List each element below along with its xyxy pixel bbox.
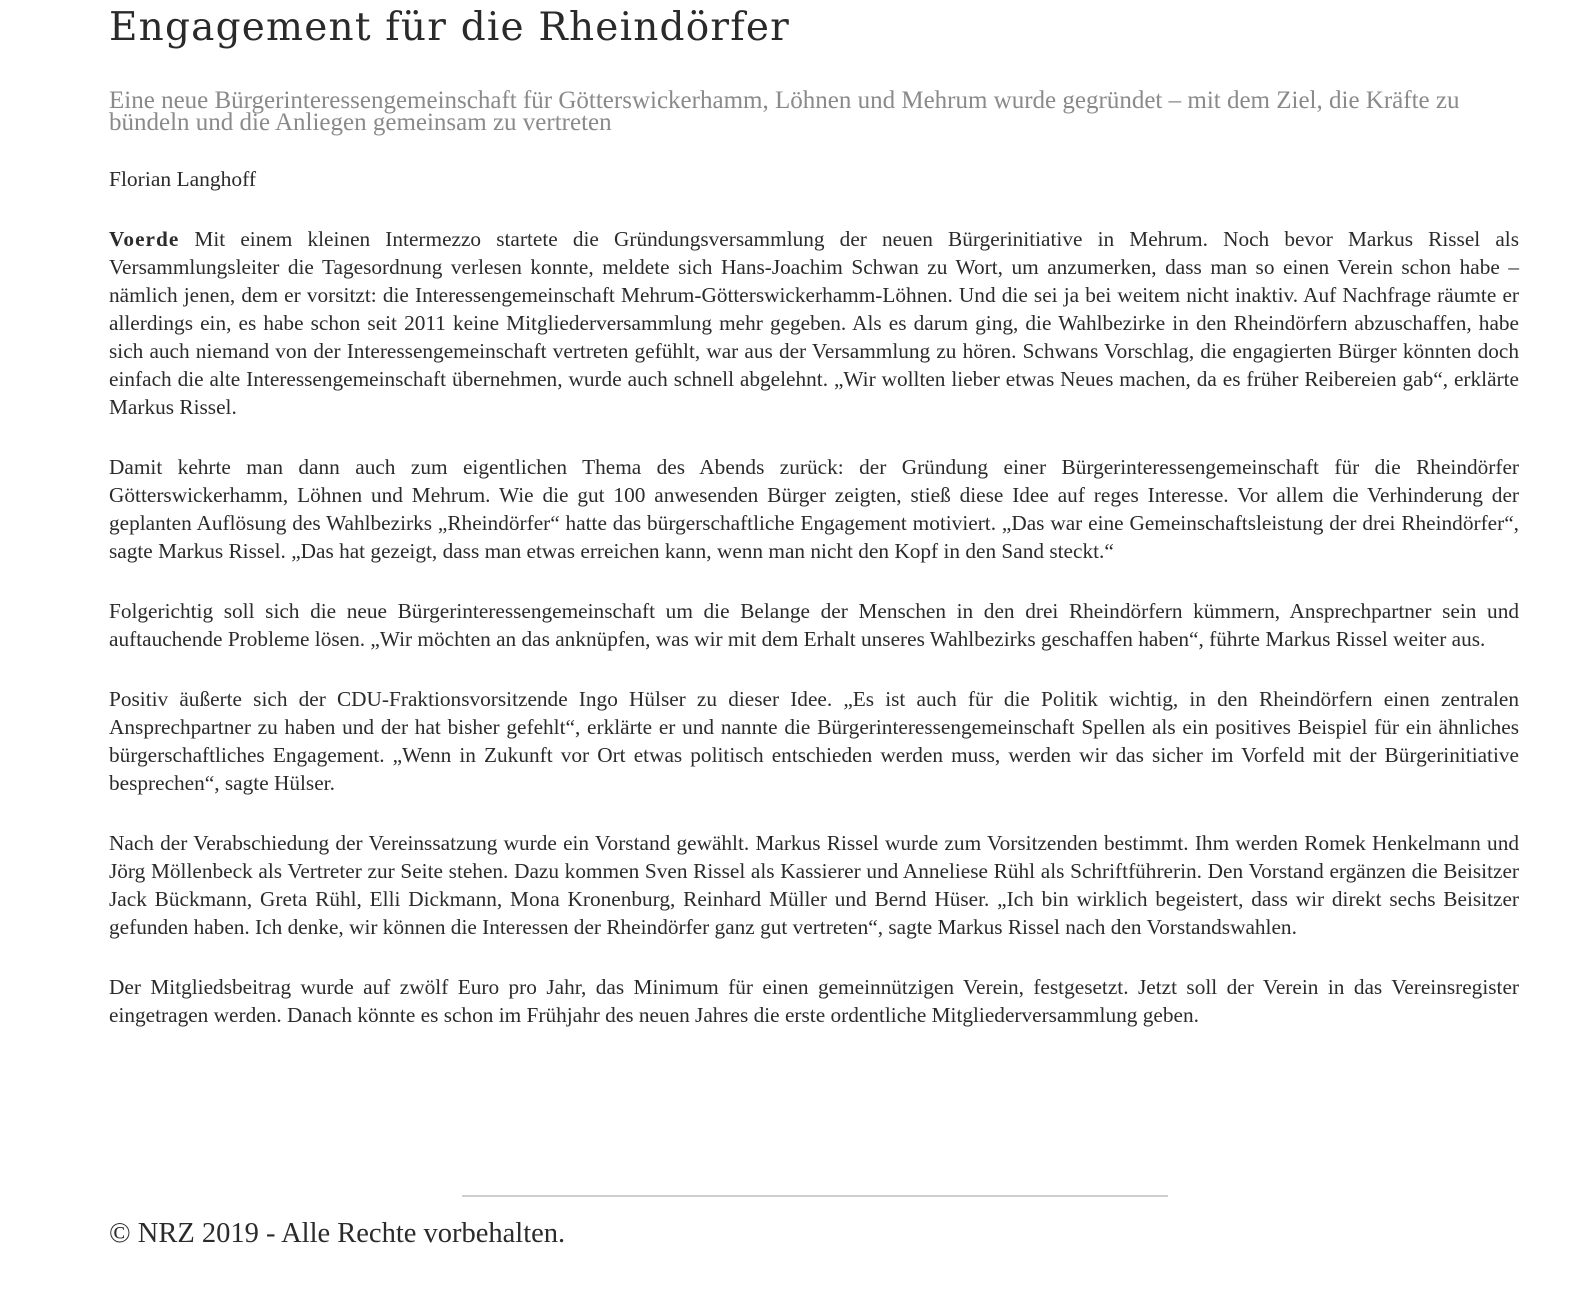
footer-divider <box>462 1195 1168 1197</box>
paragraph: Positiv äußerte sich der CDU-Fraktionsvorsitzende Ingo Hülser zu dieser Idee. „Es ist auch für die Politik wichtig, in den Rheindörfern einen zentralen Ansprechpartner zu haben und der hat bisher gefehlt“, erklärte er und nannte die Bürgerinteressengemeinschaft Spellen als ein positives Beispiel für ein ähnliches bürgerschaftliches Engagement. „Wenn in Zukunft vor Ort etwas politisch entschieden werden muss, werden wir das sicher im Vorfeld mit der Bürgerinitiative besprechen“, sagte Hülser. <box>109 687 1519 795</box>
paragraph <box>109 225 1519 421</box>
footer-copyright: © NRZ 2019 - Alle Rechte vorbehalten. <box>109 1218 566 1249</box>
article <box>109 0 1519 1061</box>
article-headline: Engagement für die Rheindörfer <box>109 5 791 50</box>
paragraph: Damit kehrte man dann auch zum eigentlichen Thema des Abends zurück: der Gründung einer Bürgerinteressengemeinschaft für die Rheindörfer Götterswickerhamm, Löhnen und Mehrum. Wie die gut 100 anwesenden Bürger zeigten, stieß diese Idee auf reges Interesse. Vor allem die Verhinderung der geplanten Auflösung des Wahlbezirks „Rheindörfer“ hatte das bürgerschaftliche Engagement motiviert. „Das war eine Gemeinschaftsleistung der drei Rheindörfer“, sagte Markus Rissel. „Das hat gezeigt, dass man etwas erreichen kann, wenn man nicht den Kopf in den Sand steckt.“ <box>109 455 1519 563</box>
article-subtitle: Eine neue Bürgerinteressengemeinschaft für Götterswickerhamm, Löhnen und Mehrum wurde gegründet – mit dem Ziel, die Kräfte zu bündeln und die Anliegen gemeinsam zu vertreten <box>109 87 1460 136</box>
paragraph: Nach der Verabschiedung der Vereinssatzung wurde ein Vorstand gewählt. Markus Rissel wurde zum Vorsitzenden bestimmt. Ihm werden Romek Henkelmann und Jörg Möllenbeck als Vertreter zur Seite stehen. Dazu kommen Sven Rissel als Kassierer und Anneliese Rühl als Schriftführerin. Den Vorstand ergänzen die Beisitzer Jack Bückmann, Greta Rühl, Elli Dickmann, Mona Kronenburg, Reinhard Müller und Bernd Hüser. „Ich bin wirklich begeistert, dass wir direkt sechs Beisitzer gefunden haben. Ich denke, wir können die Interessen der Rheindörfer ganz gut vertreten“, sagte Markus Rissel nach den Vorstandswahlen. <box>109 831 1519 939</box>
article-author: Florian Langhoff <box>109 167 257 191</box>
paragraph: Folgerichtig soll sich die neue Bürgerinteressengemeinschaft um die Belange der Menschen in den drei Rheindörfern kümmern, Ansprechpartner sein und auftauchende Probleme lösen. „Wir möchten an das anknüpfen, was wir mit dem Erhalt unseres Wahlbezirks geschaffen haben“, führte Markus Rissel weiter aus. <box>109 599 1519 651</box>
dateline: Voerde <box>109 227 180 251</box>
paragraph: Der Mitgliedsbeitrag wurde auf zwölf Euro pro Jahr, das Minimum für einen gemeinnützigen Verein, festgesetzt. Jetzt soll der Verein in das Vereinsregister eingetragen werden. Danach könnte es schon im Frühjahr des neuen Jahres die erste ordentliche Mitgliederversammlung geben. <box>109 975 1519 1027</box>
paragraph-text: Mit einem kleinen Intermezzo startete die Gründungsversammlung der neuen Bürgerinitiative in Mehrum. Noch bevor Markus Rissel als Versammlungsleiter die Tagesordnung verlesen konnte, meldete sich Hans-Joachim Schwan zu Wort, um anzumerken, dass man so einen Verein schon habe – nämlich jenen, dem er vorsitzt: die Interessengemeinschaft Mehrum-Götterswickerhamm-Löhnen. Und die sei ja bei weitem nicht inaktiv. Auf Nachfrage räumte er allerdings ein, es habe schon seit 2011 keine Mitgliederversammlung mehr gegeben. Als es darum ging, die Wahlbezirke in den Rheindörfern abzuschaffen, habe sich auch niemand von der Interessengemeinschaft vertreten gefühlt, war aus der Versammlung zu hören. Schwans Vorschlag, die engagierten Bürger könnten doch einfach die alte Interessengemeinschaft übernehmen, wurde auch schnell abgelehnt. „Wir wollten lieber etwas Neues machen, da es früher Reibereien gab“, erklärte Markus Rissel. <box>109 227 1519 419</box>
article-body <box>109 225 1519 1029</box>
